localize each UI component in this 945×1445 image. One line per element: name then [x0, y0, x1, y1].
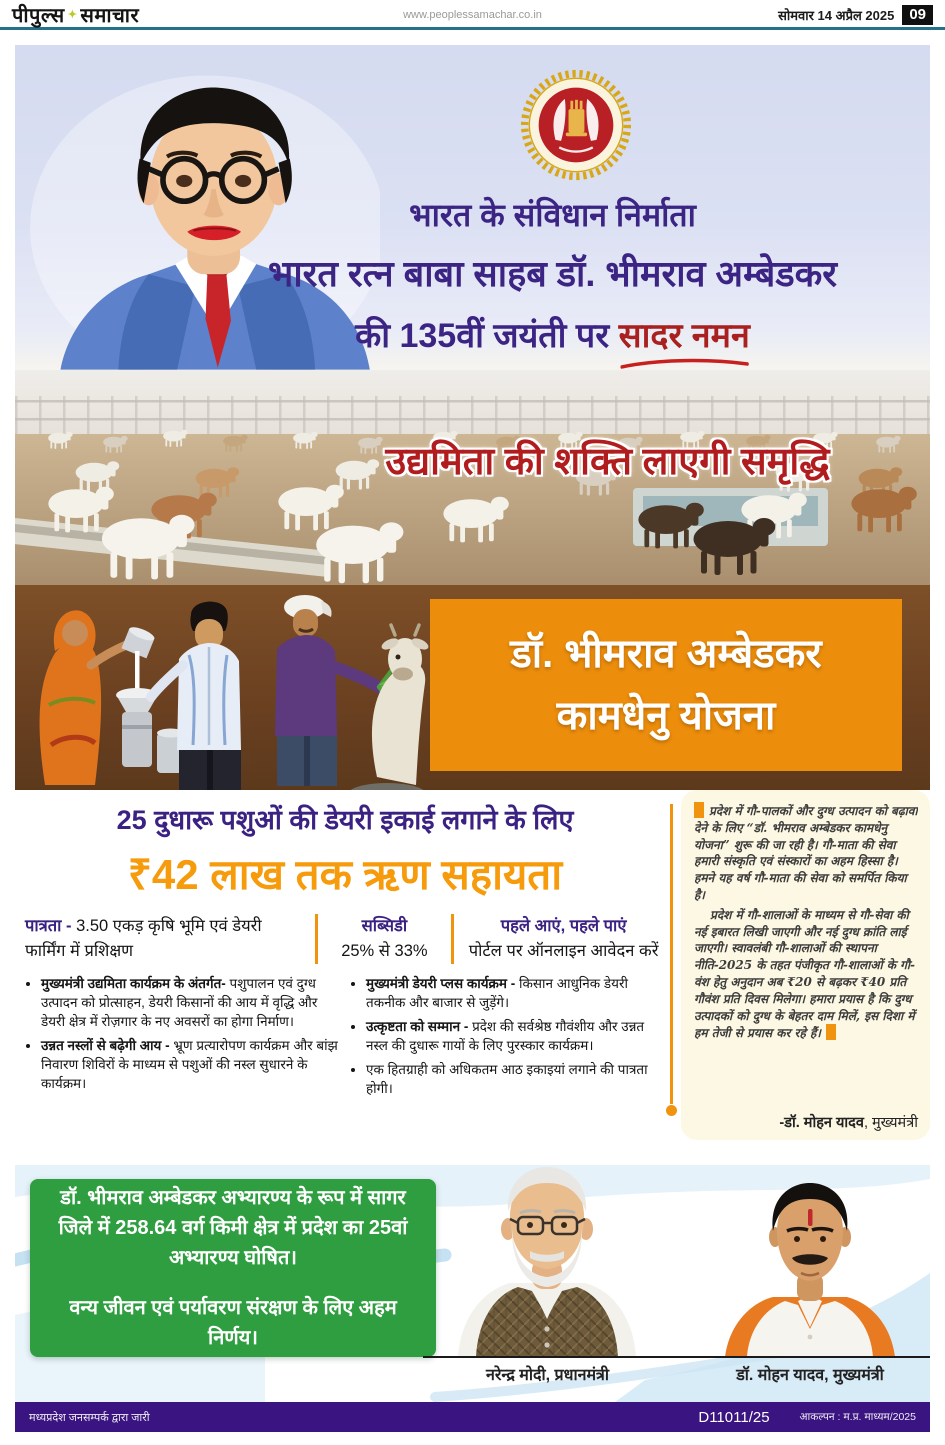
dateline: [778, 5, 933, 25]
offer-details: [25, 796, 665, 1103]
quote-close-icon: [826, 1024, 836, 1040]
list-item: • एक हितग्राही को अधिकतम आठ इकाइयां लगाने की पात्रता होगी।: [366, 1060, 665, 1098]
dairy-farmers-photo: [15, 585, 430, 790]
sanctuary-line2: वन्य जीवन एवं पर्यावरण संरक्षण के लिए अहम निर्णय।: [69, 1297, 397, 1349]
cm-quote-box: [681, 790, 930, 1140]
tribute-section: [15, 45, 930, 370]
government-advertisement: [15, 45, 930, 1432]
cm-yadav-photo: [715, 1179, 905, 1357]
list-item: • मुख्यमंत्री डेयरी प्लस कार्यक्रम - किसान आधुनिक डेयरी तकनीक और बाजार से जुड़ेंगे।: [366, 974, 665, 1012]
quote-attribution: -डॉ. मोहन यादव, मुख्यमंत्री: [779, 1115, 918, 1131]
scheme-title-line2: कामधेनु योजना: [556, 694, 776, 738]
footer-issuer: मध्यप्रदेश जनसम्पर्क द्वारा जारी: [29, 1411, 150, 1424]
cm-caption: डॉ. मोहन यादव, मुख्यमंत्री: [736, 1367, 884, 1384]
tribute-line3: [180, 311, 925, 357]
tribute-highlight: सादर नमन: [619, 311, 750, 357]
footer-ad-code: D11011/25: [698, 1408, 770, 1426]
bullet-list-left: [25, 974, 340, 1104]
quote-text: प्रदेश में गौ-पालकों और दुग्ध उत्पादन को बढ़ावा देने के लिए “डॉ. भीमराव अम्बेडकर कामधेनु योजना” शुरू की जा रही है। गौ-माता की सेवा हमारी संस्कृति एवं संस्कारों का अहम हिस्सा है। हमने यह वर्ष गौ-माता की सेवा को समर्पित किया है। प्रदेश में गौ-शालाओं के माध्यम से गौ-सेवा की नई इबारत लिखी जाएगी और नई दुग्ध क्रांति लाई जाएगी। स्वावलंबी गौ-शालाओं की स्थापना नीति-2025 के तहत पंजीकृत गौ-शालाओं के गौ-वंश हेतु अनुदान अब ₹20 से बढ़कर ₹40 प्रति गौवंश प्रति दिवस मिलेगा। हमारा प्रयास है कि दुग्ध उत्पादकों को दुग्ध के बेहतर दाम मिलें, इस दिशा में हम तेजी से प्रयास कर रहे हैं।: [694, 804, 918, 1041]
offer-section: [15, 790, 930, 1165]
eligibility-cell: पात्रता - 3.50 एकड़ कृषि भूमि एवं डेयरी फार्मिंग में प्रशिक्षण: [25, 917, 262, 960]
bottom-section: [15, 1165, 930, 1402]
bullet-list-right: [350, 974, 665, 1104]
quote-open-icon: [694, 802, 704, 818]
scheme-title-box: [430, 599, 902, 771]
website-url: www.peoplessamachar.co.in: [403, 8, 542, 21]
pm-modi-photo: [440, 1165, 655, 1357]
tribute-text: [180, 193, 925, 357]
diamond-icon: ✦: [67, 9, 78, 21]
list-item: • मुख्यमंत्री उद्यमिता कार्यक्रम के अंतर्गत- पशुपालन एवं दुग्ध उत्पादन को प्रोत्साहन, डेयरी किसानों की आय में वृद्धि और डेयरी क्षेत्र में रोज़गार के नए अवसरों का होगा निर्माण।: [41, 974, 340, 1031]
cow-figure: [341, 625, 430, 790]
masthead: [0, 0, 945, 30]
logo-text-right: समाचार: [80, 5, 140, 27]
mp-government-emblem: [520, 69, 632, 181]
sanctuary-announcement-box: [30, 1179, 436, 1357]
pm-caption: नरेन्द्र मोदी, प्रधानमंत्री: [485, 1367, 610, 1384]
offer-subheadline: ₹42 लाख तक ऋण सहायता: [127, 851, 563, 898]
list-item: • उन्नत नस्लों से बढ़ेगी आय - भ्रूण प्रत्यारोपण कार्यक्रम और बांझ निवारण शिविरों के माध्यम से पशुओं की नस्ल सुधारने के कार्यक्रम।: [41, 1036, 340, 1093]
scheme-section: [15, 585, 930, 790]
sanctuary-line1: डॉ. भीमराव अम्बेडकर अभ्यारण्य के रूप में सागर जिले में 258.64 वर्ग किमी क्षेत्र में प्रदेश का 25वां अभ्यारण्य घोषित।: [58, 1187, 408, 1269]
ad-footer: [15, 1402, 930, 1432]
tribute-line2: भारत रत्न बाबा साहब डॉ. भीमराव अम्बेडकर: [268, 253, 837, 294]
footer-design-credit: आकल्पन : म.प्र. माध्यम/2025: [799, 1411, 916, 1423]
milkmaid-figure: [40, 610, 184, 785]
red-swoosh-underline: [619, 357, 750, 369]
orange-divider: [670, 804, 673, 1104]
offer-info-row: [25, 914, 665, 964]
logo-text-left: पीपुल्स: [12, 5, 65, 27]
tribute-line3-prefix: की 135वीं जयंती पर: [355, 317, 619, 355]
list-item: • उत्कृष्टता को सम्मान - प्रदेश की सर्वश्रेष्ठ गौवंशीय और उन्नत नस्ल की दुधारू गायों के लिए पुरस्कार कार्यक्रम।: [366, 1017, 665, 1055]
issue-date: सोमवार 14 अप्रैल 2025: [778, 7, 895, 23]
footer-right: [698, 1409, 916, 1426]
cattle-banner-section: [15, 370, 930, 585]
banner-slogan: उद्यमिता की शक्ति लाएगी समृद्धि: [385, 441, 830, 483]
tribute-line1: भारत के संविधान निर्माता: [409, 197, 696, 233]
subsidy-cell: सब्सिडी 25% से 33%: [315, 914, 455, 964]
apply-cell: पहले आएं, पहले पाएं पोर्टल पर ऑनलाइन आवेदन करें: [468, 917, 659, 960]
page-number-badge: 09: [902, 5, 933, 25]
photo-baseline: [423, 1356, 930, 1358]
scheme-title-line1: डॉ. भीमराव अम्बेडकर: [510, 632, 822, 676]
newspaper-logo: [12, 1, 139, 28]
offer-bullet-lists: [25, 974, 665, 1104]
offer-headline: 25 दुधारू पशुओं की डेयरी इकाई लगाने के लिए: [116, 805, 574, 835]
